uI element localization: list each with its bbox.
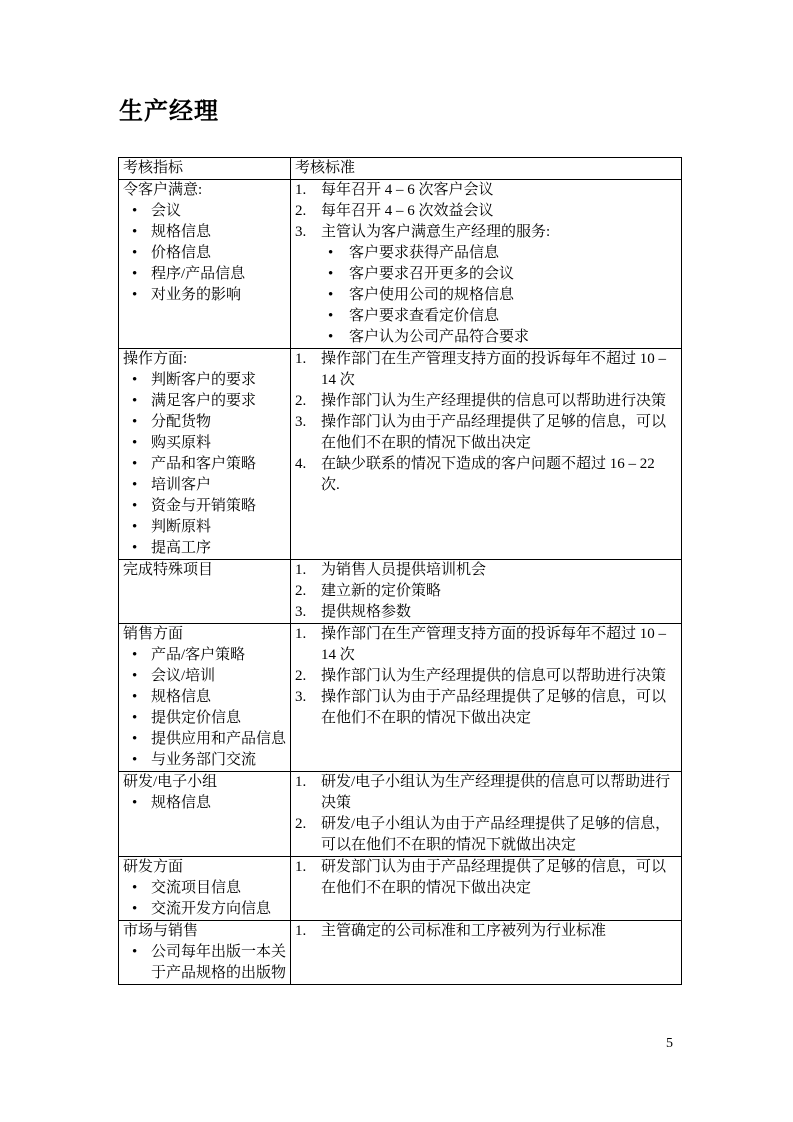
standard-number: 1.: [295, 859, 307, 875]
standard-text: 操作部门认为由于产品经理提供了足够的信息，可以在他们不在职的情况下做出决定: [321, 689, 667, 726]
bullet-icon: •: [328, 287, 334, 303]
indicator-title: 市场与销售: [123, 923, 199, 939]
table-row: [119, 772, 682, 857]
standard-text: 操作部门认为生产经理提供的信息可以帮助进行决策: [321, 668, 667, 684]
bullet-icon: •: [132, 880, 138, 896]
standard-text: 操作部门认为生产经理提供的信息可以帮助进行决策: [321, 393, 667, 409]
indicator-bullet-item: [123, 243, 286, 264]
indicator-bullet-item: [123, 750, 286, 771]
indicator-bullet-item: [123, 433, 286, 454]
standard-number: 1.: [295, 923, 307, 939]
standard-number: 1.: [295, 774, 307, 790]
standard-number: 2.: [295, 668, 307, 684]
standard-item: [295, 391, 677, 412]
standard-item: [295, 180, 677, 201]
standard-text: 提供规格参数: [321, 604, 412, 620]
indicator-cell: [119, 921, 291, 985]
bullet-icon: •: [132, 795, 138, 811]
indicator-bullet-text: 判断客户的要求: [151, 372, 257, 388]
standard-sub-text: 客户要求获得产品信息: [349, 245, 500, 261]
standard-sub-item: [295, 327, 677, 348]
standard-cell: [291, 349, 682, 560]
table-row: [119, 180, 682, 349]
bullet-icon: •: [132, 519, 138, 535]
indicator-cell: [119, 772, 291, 857]
standard-item: [295, 814, 677, 856]
bullet-icon: •: [132, 477, 138, 493]
standard-text: 主管确定的公司标准和工序被列为行业标准: [321, 923, 607, 939]
indicator-bullet-item: [123, 285, 286, 306]
bullet-icon: •: [328, 308, 334, 324]
indicator-title: 研发方面: [123, 859, 184, 875]
table-row: [119, 349, 682, 560]
indicator-bullet-item: [123, 878, 286, 899]
bullet-icon: •: [132, 689, 138, 705]
indicator-bullet-item: [123, 517, 286, 538]
indicator-cell: [119, 560, 291, 624]
standard-number: 2.: [295, 583, 307, 599]
indicator-bullet-item: [123, 687, 286, 708]
standard-text: 操作部门在生产管理支持方面的投诉每年不超过 10 – 14 次: [321, 626, 667, 663]
standard-text: 在缺少联系的情况下造成的客户问题不超过 16 – 22 次.: [321, 456, 655, 493]
indicator-bullet-text: 分配货物: [151, 414, 212, 430]
indicator-bullet-text: 规格信息: [151, 795, 212, 811]
indicator-bullet-item: [123, 645, 286, 666]
standard-sub-item: [295, 243, 677, 264]
standard-item: [295, 454, 677, 496]
indicator-cell: [119, 180, 291, 349]
indicator-bullet-text: 满足客户的要求: [151, 393, 257, 409]
standard-sub-text: 客户要求查看定价信息: [349, 308, 500, 324]
indicator-bullet-item: [123, 370, 286, 391]
standard-text: 操作部门在生产管理支持方面的投诉每年不超过 10 – 14 次: [321, 351, 667, 388]
indicator-bullet-text: 交流项目信息: [151, 880, 242, 896]
standard-number: 3.: [295, 224, 307, 240]
indicator-title: 令客户满意:: [123, 182, 203, 198]
bullet-icon: •: [132, 372, 138, 388]
indicator-bullet-text: 判断原料: [151, 519, 212, 535]
standard-text: 研发/电子小组认为由于产品经理提供了足够的信息，可以在他们不在职的情况下就做出决定: [321, 816, 671, 853]
standard-cell: [291, 624, 682, 772]
standard-item: [295, 857, 677, 899]
indicator-bullet-item: [123, 454, 286, 475]
indicator-bullet-item: [123, 264, 286, 285]
standard-number: 1.: [295, 626, 307, 642]
bullet-icon: •: [132, 647, 138, 663]
standard-cell: [291, 180, 682, 349]
table-row: [119, 560, 682, 624]
standard-number: 2.: [295, 203, 307, 219]
bullet-icon: •: [132, 456, 138, 472]
indicator-bullet-text: 价格信息: [151, 245, 212, 261]
bullet-icon: •: [132, 266, 138, 282]
indicator-bullet-text: 购买原料: [151, 435, 212, 451]
column-header-indicator: 考核指标: [119, 158, 291, 180]
standard-item: [295, 222, 677, 243]
standard-number: 2.: [295, 393, 307, 409]
indicator-bullet-text: 提供应用和产品信息: [151, 731, 287, 747]
standard-item: [295, 624, 677, 666]
indicator-bullet-item: [123, 666, 286, 687]
standard-text: 为销售人员提供培训机会: [321, 562, 487, 578]
indicator-bullet-item: [123, 391, 286, 412]
standard-sub-text: 客户使用公司的规格信息: [349, 287, 515, 303]
standard-cell: [291, 921, 682, 985]
bullet-icon: •: [132, 944, 138, 960]
indicator-bullet-item: [123, 793, 286, 814]
bullet-icon: •: [132, 203, 138, 219]
standard-item: [295, 560, 677, 581]
standard-number: 3.: [295, 689, 307, 705]
indicator-bullet-item: [123, 222, 286, 243]
standard-item: [295, 349, 677, 391]
indicator-bullet-item: [123, 412, 286, 433]
indicator-title: 研发/电子小组: [123, 774, 218, 790]
standard-sub-text: 客户要求召开更多的会议: [349, 266, 515, 282]
indicator-bullet-text: 产品/客户策略: [151, 647, 246, 663]
bullet-icon: •: [132, 414, 138, 430]
indicator-bullet-item: [123, 942, 286, 984]
bullet-icon: •: [132, 435, 138, 451]
standard-sub-item: [295, 285, 677, 306]
indicator-bullet-text: 产品和客户策略: [151, 456, 257, 472]
indicator-title: 操作方面:: [123, 351, 188, 367]
indicator-bullet-text: 资金与开销策略: [151, 498, 257, 514]
standard-number: 1.: [295, 562, 307, 578]
indicator-bullet-text: 规格信息: [151, 689, 212, 705]
indicator-bullet-text: 提供定价信息: [151, 710, 242, 726]
indicator-bullet-text: 交流开发方向信息: [151, 901, 272, 917]
standard-sub-item: [295, 306, 677, 327]
document-title: 生产经理: [119, 99, 219, 125]
standard-number: 1.: [295, 182, 307, 198]
indicator-bullet-item: [123, 538, 286, 559]
table-row: [119, 624, 682, 772]
bullet-icon: •: [132, 901, 138, 917]
standard-cell: [291, 772, 682, 857]
standard-text: 研发部门认为由于产品经理提供了足够的信息，可以在他们不在职的情况下做出决定: [321, 859, 667, 896]
indicator-bullet-text: 会议: [151, 203, 182, 219]
bullet-icon: •: [132, 710, 138, 726]
standard-cell: [291, 857, 682, 921]
bullet-icon: •: [132, 752, 138, 768]
standard-cell: [291, 560, 682, 624]
standard-item: [295, 581, 677, 602]
indicator-bullet-item: [123, 899, 286, 920]
standard-item: [295, 772, 677, 814]
indicator-title: 销售方面: [123, 626, 184, 642]
table-header-row: [119, 158, 682, 180]
standard-number: 3.: [295, 414, 307, 430]
bullet-icon: •: [132, 393, 138, 409]
table-row: [119, 921, 682, 985]
standard-item: [295, 412, 677, 454]
standard-item: [295, 687, 677, 729]
bullet-icon: •: [132, 540, 138, 556]
standard-text: 研发/电子小组认为生产经理提供的信息可以帮助进行决策: [321, 774, 671, 811]
standard-text: 操作部门认为由于产品经理提供了足够的信息，可以在他们不在职的情况下做出决定: [321, 414, 667, 451]
indicator-bullet-text: 提高工序: [151, 540, 212, 556]
bullet-icon: •: [132, 731, 138, 747]
standard-item: [295, 921, 677, 942]
indicator-bullet-text: 会议/培训: [151, 668, 216, 684]
indicator-bullet-text: 对业务的影响: [151, 287, 242, 303]
indicator-title: 完成特殊项目: [123, 562, 214, 578]
bullet-icon: •: [328, 245, 334, 261]
bullet-icon: •: [132, 287, 138, 303]
bullet-icon: •: [328, 329, 334, 345]
indicator-bullet-item: [123, 201, 286, 222]
indicator-bullet-text: 公司每年出版一本关于产品规格的出版物: [151, 944, 287, 981]
indicator-bullet-text: 与业务部门交流: [151, 752, 257, 768]
indicator-cell: [119, 857, 291, 921]
bullet-icon: •: [328, 266, 334, 282]
bullet-icon: •: [132, 668, 138, 684]
indicator-cell: [119, 624, 291, 772]
evaluation-table: [118, 157, 682, 985]
indicator-bullet-item: [123, 708, 286, 729]
standard-sub-text: 客户认为公司产品符合要求: [349, 329, 530, 345]
bullet-icon: •: [132, 224, 138, 240]
bullet-icon: •: [132, 245, 138, 261]
indicator-bullet-text: 培训客户: [151, 477, 212, 493]
indicator-bullet-item: [123, 496, 286, 517]
standard-number: 1.: [295, 351, 307, 367]
standard-item: [295, 666, 677, 687]
standard-text: 每年召开 4 – 6 次客户会议: [321, 182, 494, 198]
bullet-icon: •: [132, 498, 138, 514]
standard-number: 4.: [295, 456, 307, 472]
standard-item: [295, 201, 677, 222]
indicator-bullet-text: 规格信息: [151, 224, 212, 240]
standard-text: 主管认为客户满意生产经理的服务:: [321, 224, 551, 240]
standard-text: 建立新的定价策略: [321, 583, 442, 599]
indicator-bullet-item: [123, 729, 286, 750]
standard-sub-item: [295, 264, 677, 285]
indicator-bullet-text: 程序/产品信息: [151, 266, 246, 282]
standard-number: 3.: [295, 604, 307, 620]
table-row: [119, 857, 682, 921]
indicator-cell: [119, 349, 291, 560]
standard-text: 每年召开 4 – 6 次效益会议: [321, 203, 494, 219]
page-number: 5: [666, 1036, 673, 1051]
standard-number: 2.: [295, 816, 307, 832]
indicator-bullet-item: [123, 475, 286, 496]
standard-item: [295, 602, 677, 623]
column-header-standard: 考核标准: [291, 158, 682, 180]
